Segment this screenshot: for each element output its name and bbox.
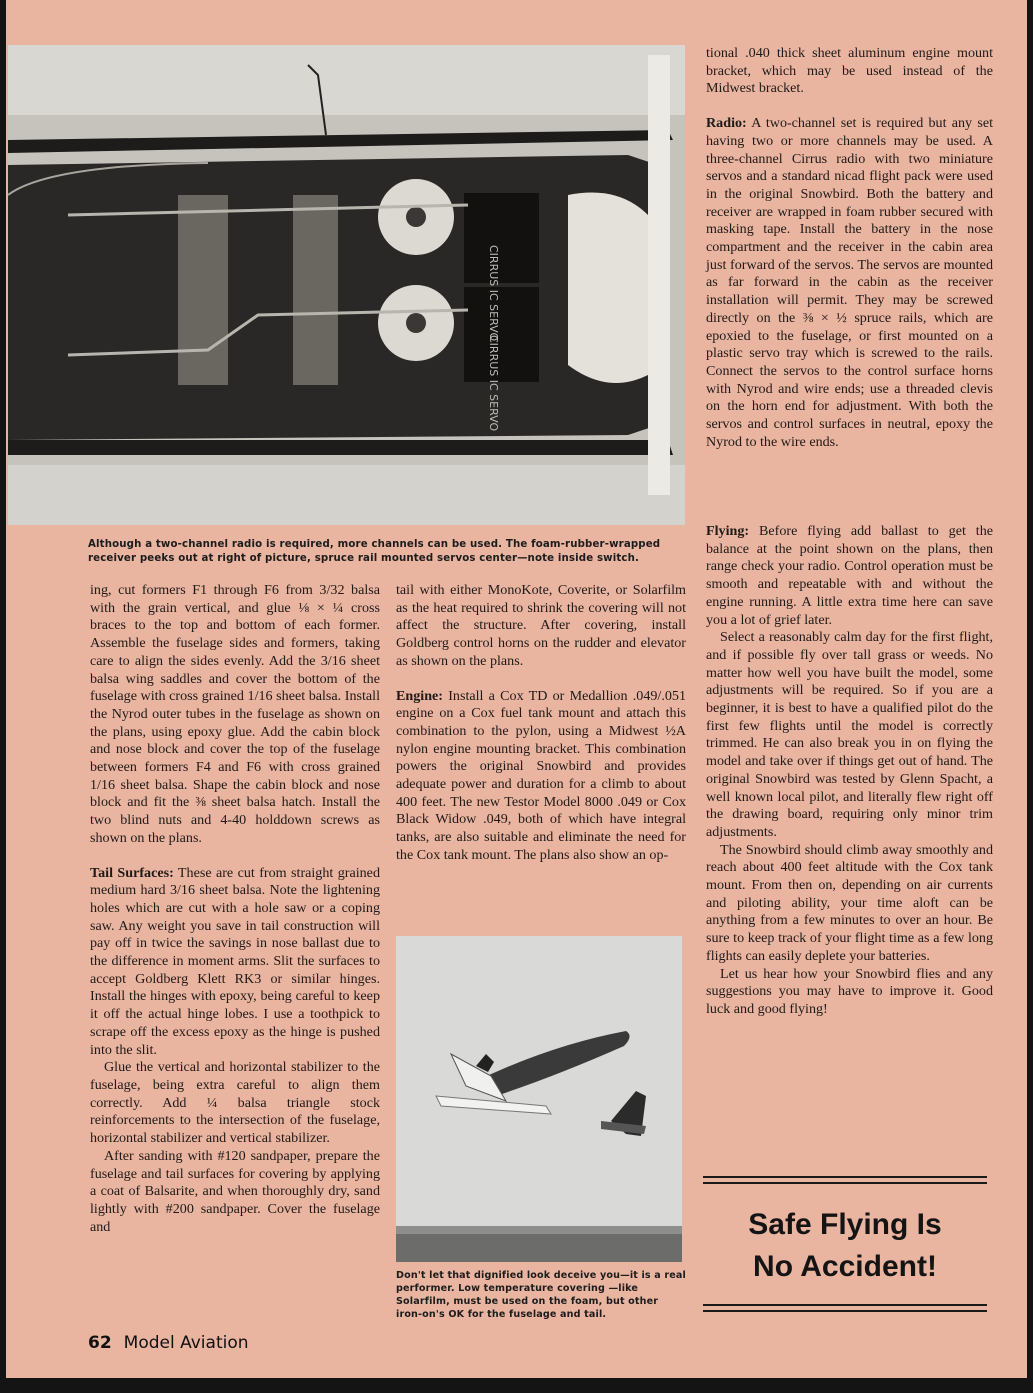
col1-paragraph-3: Glue the vertical and horizontal stabilizer to the fuselage, being extra careful to align them correctly. Add ¼ balsa triangle stock reinforcements to the intersection of the fuselage, horizontal stabilizer and vertical stabilizer. [90,1059,380,1147]
page-number: 62 [88,1333,112,1353]
magazine-name: Model Aviation [123,1333,249,1353]
column-2 [396,582,686,865]
scan-border [0,1378,1033,1393]
column-3-top [706,45,993,451]
col3-paragraph-1: tional .040 thick sheet aluminum engine mount bracket, which may be used instead of the Midwest bracket. [706,45,993,97]
safety-line-2: No Accident! [753,1250,937,1283]
safety-box [703,1176,987,1316]
snowbird-flight-photo [396,936,682,1262]
engine-heading: Engine: [396,687,443,704]
col1-paragraph-2 [90,865,380,1060]
safety-line-1: Safe Flying Is [748,1208,942,1241]
top-photo-caption: Although a two-channel radio is required, more channels can be used. The foam-rubber-wrapped receiver peeks out at right of picture, spruce rail mounted servos center—note inside switch. [88,539,661,564]
col3-paragraph-6: Let us hear how your Snowbird flies and any suggestions you may have to improve it. Good luck and good flying! [706,965,993,1017]
page-footer [88,1333,249,1353]
safety-rule-top-2 [703,1182,987,1184]
col2-paragraph-1: tail with either MonoKote, Coverite, or Solarfilm as the heat required to shrink the covering will not affect the structure. After covering, install Goldberg control horns on the rudder and elevator as shown on the plans. [396,582,686,669]
bottom-photo-caption: Don't let that dignified look deceive you—it is a real performer. Low temperature covering —like Solarfilm, must be used on the foam, but other iron-on's OK for the fuselage and tail. [396,1270,686,1320]
radio-installation-photo [8,45,685,525]
column-1 [90,582,380,1236]
col3-paragraph-4: Select a reasonably calm day for the first flight, and if possible fly over tall grass or weeds. No matter how well you have built the model, some adjustments will be required. So if you are a beginner, it is best to have a qualified pilot do the first few flights until the model is correctly trimmed. He can also break you in on flying the model and take over if things get out of hand. The original Snowbird was tested by Glenn Spacht, a well known local pilot, and literally flew right off the drawing board, requiring only minor trim adjustments. [706,629,993,840]
tail-surfaces-text: These are cut from straight grained medium hard 3/16 sheet balsa. Note the lightening holes which are cut with a hole saw or a coping saw. Any weight you save in tail construction will pay off in twice the savings in nose ballast due to the difference in moment arms. Slit the surfaces to accept Goldberg Klett RK3 or similar hinges. Install the hinges with epoxy, being careful to keep it off the actual hinge lobes. I use a toothpick to scrape off the excess epoxy as the hinge is pushed into the slit. [90,864,380,1058]
col1-paragraph-1: ing, cut formers F1 through F6 from 3/32 balsa with the grain vertical, and glue ⅛ × ¼ cross braces to the top and bottom of each former. Assemble the fuselage sides and formers, taking care to align the sides evenly. Add the 3/16 sheet balsa wing saddles and cover the bottom of the fuselage with cross grained 1/16 sheet balsa. Install the Nyrod outer tubes in the fuselage as shown on the plans, using epoxy glue. Add the cabin block and nose block and cover the top of the fuselage between formers F4 and F6 with cross grained 1/16 sheet balsa. Shape the cabin block and nose block and fit the ⅜ sheet balsa hatch. Install the two blind nuts and 4-40 holddown screws as shown on the plans. [90,582,380,846]
safety-rule-top-1 [703,1176,987,1178]
col3-paragraph-3 [706,523,993,629]
col3-paragraph-2 [706,115,993,451]
flying-heading: Flying: [706,523,750,539]
column-3-bottom [706,523,993,1019]
flying-text: Before flying add ballast to get the balance at the point shown on the plans, then range check your radio. Control operation must be smooth and repeatable with and without the engine running. A little extra time here can save you a lot of grief later. [706,523,993,628]
magazine-page [6,0,1027,1378]
col3-paragraph-5: The Snowbird should climb away smoothly and reach about 400 feet altitude with the Cox tank mount. From then on, depending on air currents and piloting ability, your time aloft can be anything from a few minutes to over an hour. Be sure to keep track of your flight time as a few long flights can easily deplete your batteries. [706,841,993,964]
radio-text: A two-channel set is required but any set having two or more channels may be used. A three-channel Cirrus radio with two miniature servos and a standard nicad flight pack were used in the original Snowbird. Both the battery and receiver are wrapped in foam rubber secured with masking tape. Install the battery in the nose compartment and the receiver in the cabin area just forward of the servos. The servos are mounted as far forward in the cabin as the receiver installation will permit. They may be screwed directly on the ⅜ × ½ spruce rails, which are epoxied to the fuselage, or first mounted on a plastic servo tray which is screwed to the rails. Connect the servos to the control surface horns with Nyrod and wire ends; use a threaded clevis on the horn end for adjustment. With both the servos and control surfaces in neutral, epoxy the Nyrod to the wire ends. [706,115,993,450]
safety-rule-bottom-2 [703,1310,987,1312]
col1-paragraph-4: After sanding with #120 sandpaper, prepare the fuselage and tail surfaces for covering by applying a coat of Balsarite, and when thoroughly dry, sand lightly with #200 sandpaper. Cover the fuselage and [90,1147,380,1235]
safety-rule-bottom-1 [703,1304,987,1306]
engine-text: Install a Cox TD or Medallion .049/.051 engine on a Cox fuel tank mount and attach this combination to the pylon, using a Midwest ½A nylon engine mounting bracket. This combination powers the original Snowbird and provides adequate power and duration for a climb to about 400 feet. The new Testor Model 8000 .049 or Cox Black Widow .049, both of which have integral tanks, are also suitable and eliminate the need for the Cox tank mount. The plans also show an op- [396,687,686,863]
safety-slogan [703,1204,987,1288]
servo-label-2: CIRRUS IC SERVO [487,335,500,432]
servo-label-1: CIRRUS IC SERVO [487,245,500,342]
tail-surfaces-heading: Tail Surfaces: [90,864,174,881]
col2-paragraph-2 [396,688,686,865]
radio-heading: Radio: [706,115,747,132]
